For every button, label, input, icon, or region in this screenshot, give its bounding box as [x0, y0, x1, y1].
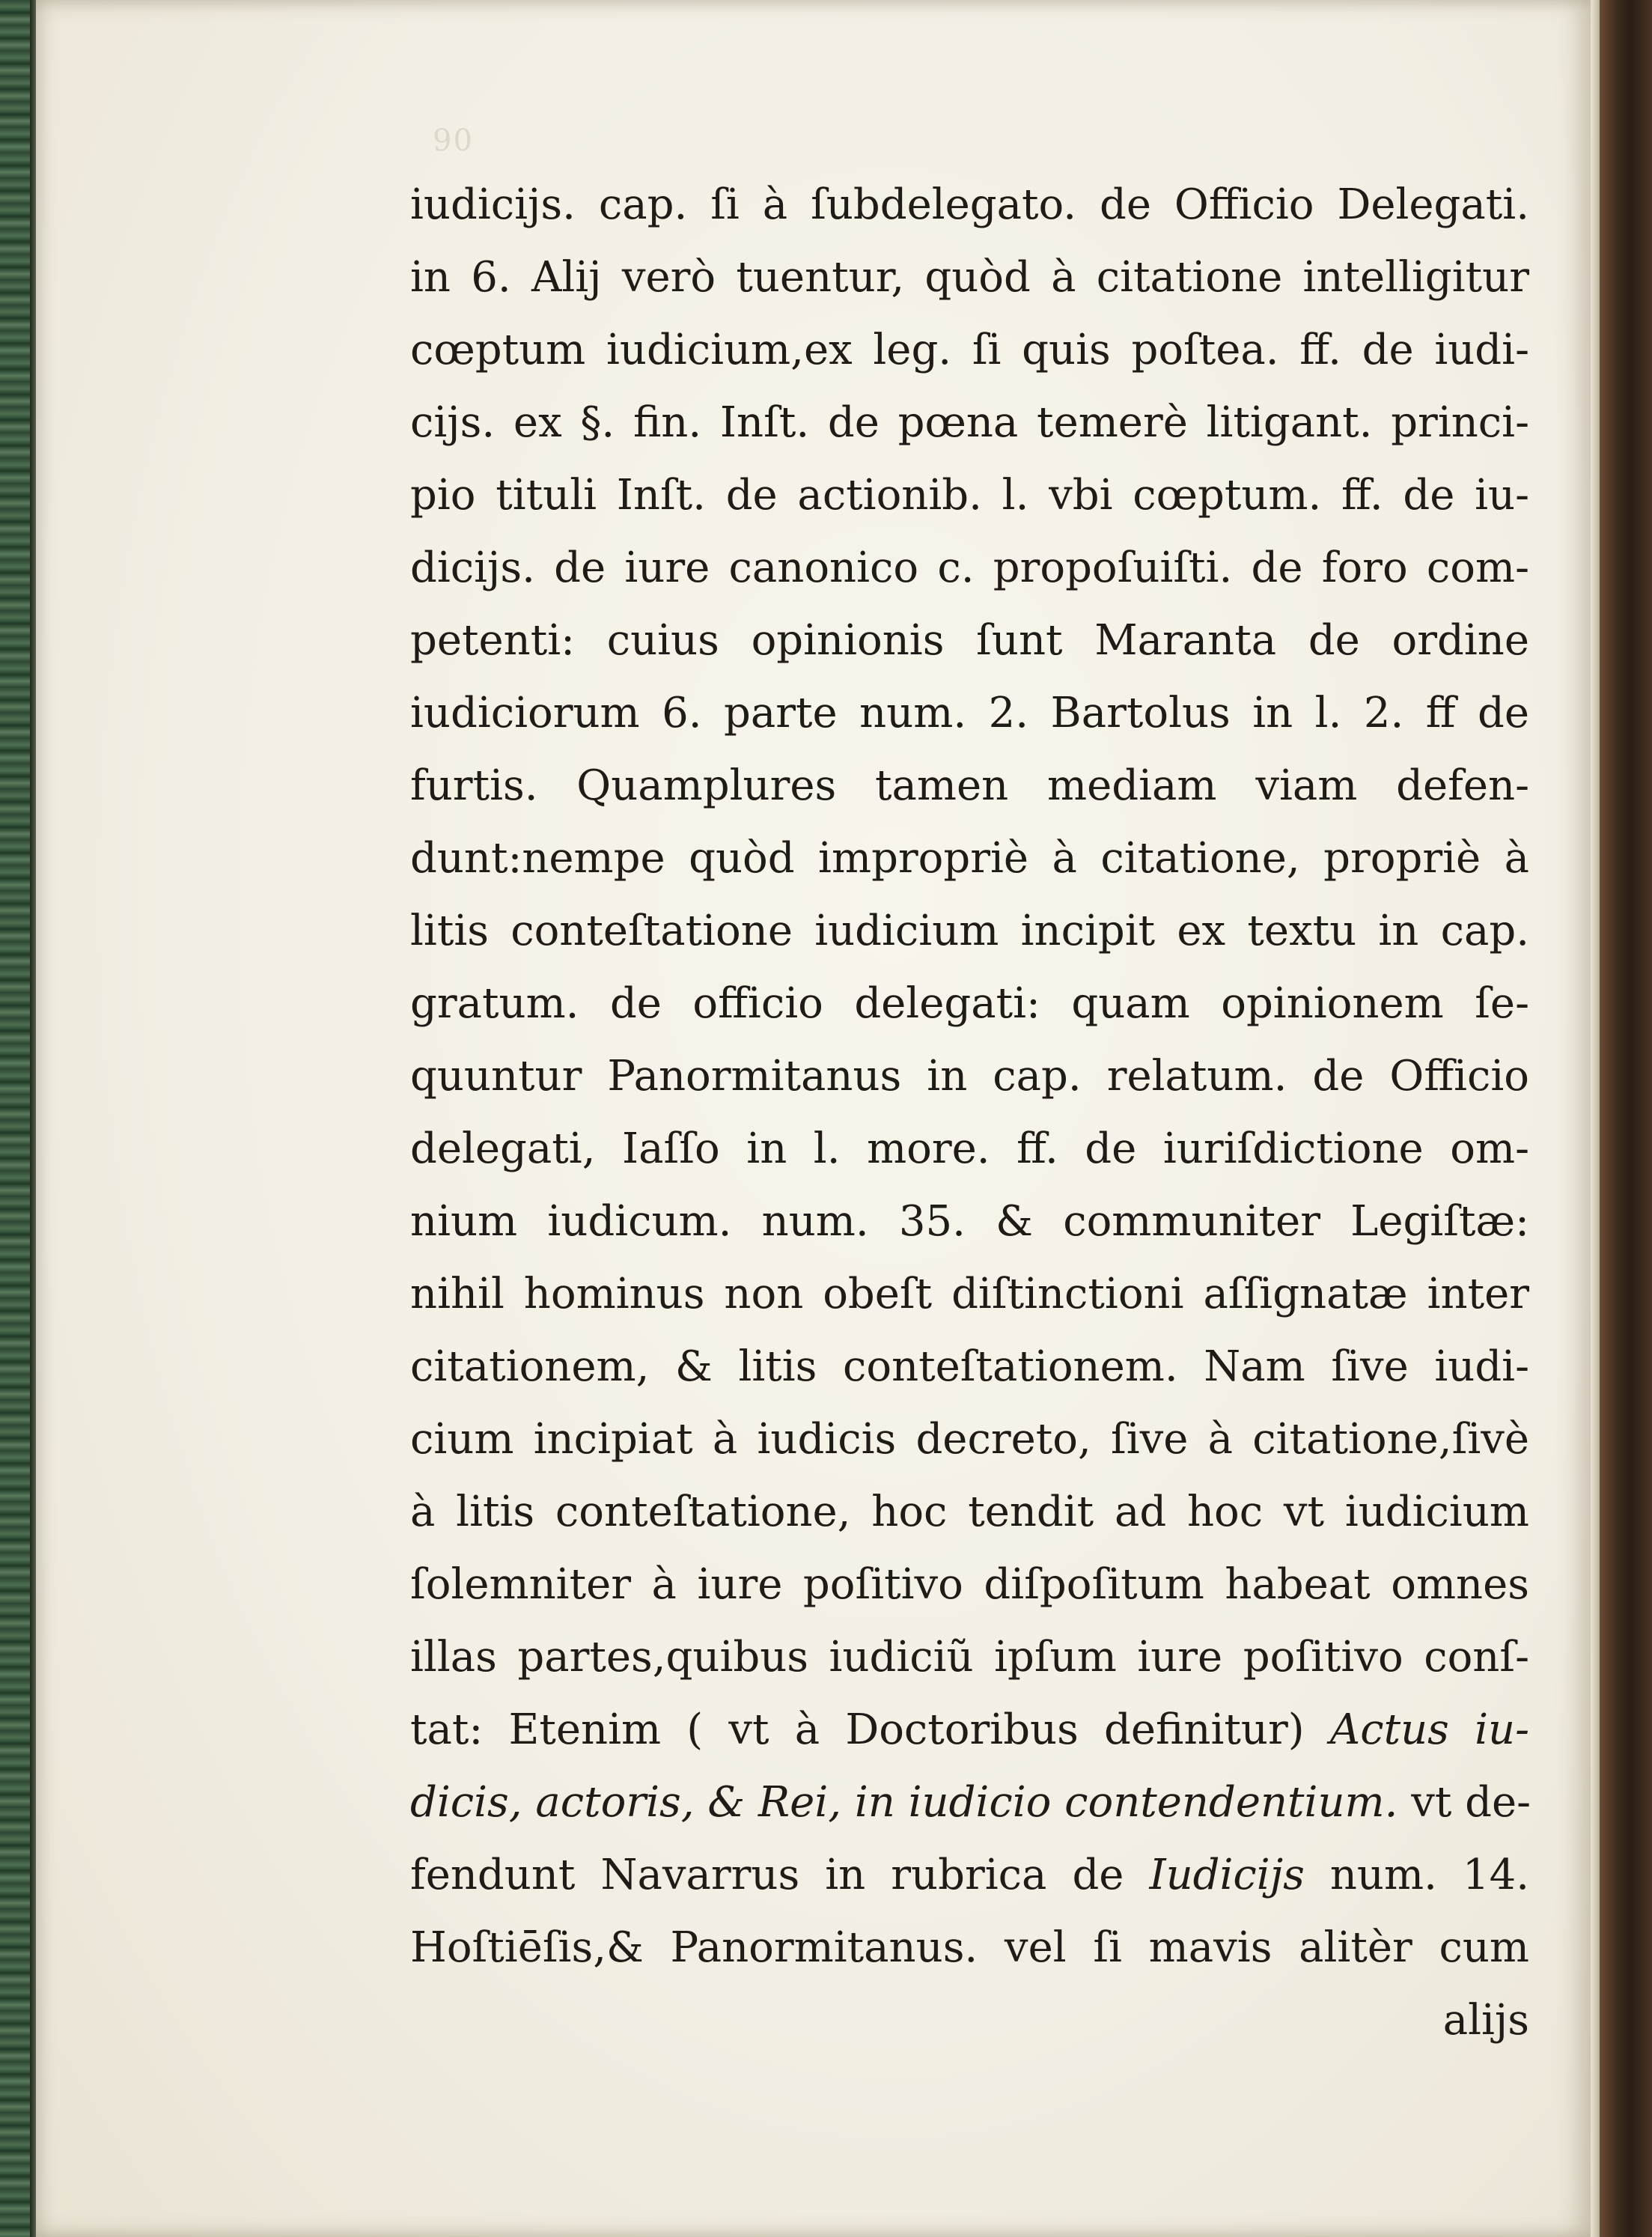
- text-line: dunt:nempe quòd impropriè à citatione, propriè à: [410, 834, 1529, 883]
- text-line: citationem, & litis conteſtationem. Nam ſive iudi-: [410, 1342, 1529, 1391]
- text-line: delegati, Iaſſo in l. more. ff. de iuriſdictione om-: [410, 1124, 1529, 1173]
- text-line: cœptum iudicium,ex leg. ſi quis poſtea. ff. de iudi-: [410, 326, 1529, 374]
- italic-text: Actus iu-: [1329, 1705, 1530, 1754]
- text-line: fendunt Navarrus in rubrica de Iudicijs num. 14.: [410, 1851, 1529, 1899]
- page-text-block: [410, 168, 1529, 2057]
- text-line: quuntur Panormitanus in cap. relatum. de Officio: [410, 1052, 1529, 1101]
- text-line: gratum. de officio delegati: quam opinionem ſe-: [410, 979, 1529, 1028]
- text-line: in 6. Alij verò tuentur, quòd à citatione intelligitur: [410, 253, 1529, 302]
- book-binding-right: [1600, 0, 1652, 2237]
- text-line: iudicijs. cap. ſi à ſubdelegato. de Officio Delegati.: [410, 180, 1529, 229]
- text-line: illas partes,quibus iudiciũ ipſum iure poſitivo conſ-: [410, 1633, 1529, 1681]
- text-line: dicis, actoris, & Rei, in iudicio contendentium. vt de-: [410, 1778, 1531, 1827]
- text-line: litis conteſtatione iudicium incipit ex textu in cap.: [410, 907, 1529, 955]
- text-line: nium iudicum. num. 35. & communiter Legiſtæ:: [410, 1197, 1529, 1246]
- text-line: ſolemniter à iure poſitivo diſpoſitum habeat omnes: [410, 1560, 1529, 1609]
- ghost-page-number: 90: [433, 124, 474, 158]
- text-line: cium incipiat à iudicis decreto, ſive à citatione,ſivè: [410, 1415, 1529, 1464]
- text-line: cijs. ex §. fin. Inſt. de pœna temerè litigant. princi-: [410, 398, 1529, 447]
- text-line: dicijs. de iure canonico c. propoſuiſti. de foro com-: [410, 544, 1529, 592]
- text-line: iudiciorum 6. parte num. 2. Bartolus in l. 2. ff de: [410, 689, 1529, 737]
- text-line: petenti: cuius opinionis ſunt Maranta de ordine: [410, 616, 1529, 665]
- text-line: à litis conteſtatione, hoc tendit ad hoc vt iudicium: [410, 1488, 1529, 1536]
- text-line: tat: Etenim ( vt à Doctoribus definitur) Actus iu-: [410, 1705, 1530, 1754]
- text-line: pio tituli Inſt. de actionib. l. vbi cœptum. ff. de iu-: [410, 471, 1529, 520]
- italic-text: Iudicijs: [1149, 1851, 1305, 1899]
- text-line: furtis. Quamplures tamen mediam viam defen-: [410, 761, 1529, 810]
- text-line: Hoſtiēſis,& Panormitanus. vel ſi mavis alitèr cum: [410, 1923, 1529, 1972]
- text-line: nihil hominus non obeſt diſtinctioni aſſignatæ inter: [410, 1270, 1529, 1318]
- italic-text: dicis, actoris, & Rei, in iudicio contendentium.: [410, 1778, 1398, 1827]
- catchword: alijs: [1442, 1996, 1529, 2045]
